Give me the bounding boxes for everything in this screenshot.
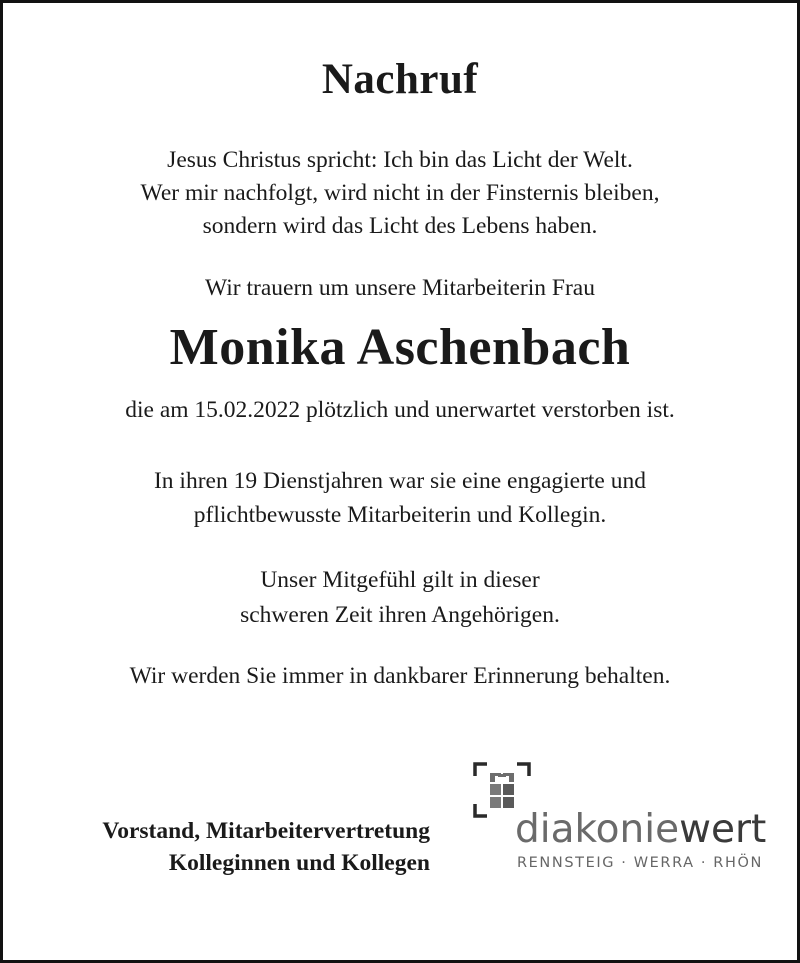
condolence-line: Unser Mitgefühl gilt in dieser (260, 567, 540, 593)
signer-line: Vorstand, Mitarbeitervertretung (102, 818, 430, 844)
signer-line: Kolleginnen und Kollegen (168, 850, 430, 876)
deceased-name: Monika Aschenbach (169, 319, 631, 376)
signers-block (20, 815, 430, 879)
logo-tagline: RENNSTEIG · WERRA · RHÖN (517, 855, 763, 871)
logo-word-part2: wert (679, 807, 767, 852)
mourning-line: Wir trauern um unsere Mitarbeiterin Frau (205, 275, 595, 301)
death-date-line: die am 15.02.2022 plötzlich und unerwartet verstorben ist. (125, 397, 675, 423)
condolence-text (0, 563, 800, 633)
memory-line: Wir werden Sie immer in dankbarer Erinnerung behalten. (129, 663, 671, 689)
logo-word-part1: diakonie (515, 807, 680, 852)
verse-line: sondern wird das Licht des Lebens haben. (202, 213, 598, 239)
verse-line: Jesus Christus spricht: Ich bin das Licht der Welt. (167, 147, 633, 173)
service-line: pflichtbewusste Mitarbeiterin und Kollegin. (193, 502, 607, 528)
bible-verse (0, 144, 800, 243)
diakoniewert-logo-wordmark (515, 808, 766, 852)
service-line: In ihren 19 Dienstjahren war sie eine engagierte und (153, 468, 646, 494)
service-tribute (0, 464, 800, 532)
obituary-heading: Nachruf (321, 56, 479, 103)
condolence-line: schweren Zeit ihren Angehörigen. (240, 602, 560, 628)
verse-line: Wer mir nachfolgt, wird nicht in der Finsternis bleiben, (140, 180, 660, 206)
